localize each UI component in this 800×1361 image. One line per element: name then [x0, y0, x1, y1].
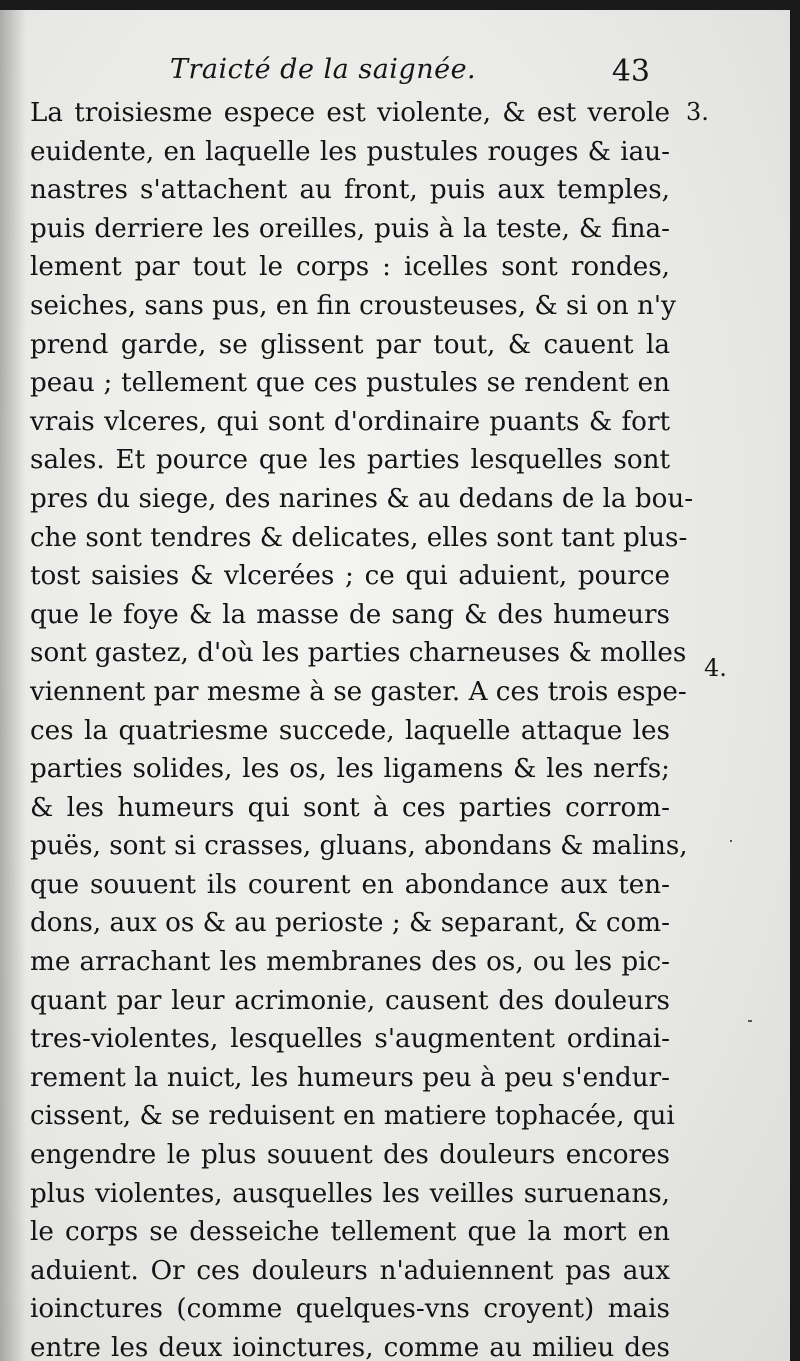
text-line: La troisiesme espece est violente, & est verole [30, 98, 670, 128]
text-line: viennent par mesme à se gaster. A ces trois espe- [30, 676, 687, 707]
text-line: lement par tout le corps : icelles sont rondes, [30, 252, 670, 283]
running-header [170, 50, 670, 96]
text-line: puës, sont si crasses, gluans, abondans & malins, [30, 831, 688, 862]
paper-speck [748, 1020, 752, 1022]
paper-speck [730, 840, 732, 842]
page-number: 43 [611, 54, 650, 89]
text-line: puis derriere les oreilles, puis à la teste, & fina- [30, 213, 670, 244]
margin-note-4: 4. [704, 654, 727, 682]
text-line: cissent, & se reduisent en matiere tophacée, qui [30, 1101, 675, 1132]
margin-note-3: 3. [686, 98, 709, 126]
text-line: tost saisies & vlcerées ; ce qui aduient, pource [30, 561, 670, 592]
text-line: le corps se desseiche tellement que la mort en [30, 1217, 670, 1248]
text-line: aduient. Or ces douleurs n'aduiennent pas aux [30, 1255, 670, 1286]
text-line: sales. Et pource que les parties lesquelles sont [30, 445, 670, 476]
text-line: rement la nuict, les humeurs peu à peu s'endur- [30, 1062, 670, 1093]
text-line: prend garde, se glissent par tout, & cauent la [30, 329, 670, 360]
text-line: peau ; tellement que ces pustules se rendent en [30, 368, 670, 399]
text-line: entre les deux ioinctures, comme au milieu des [30, 1333, 670, 1361]
text-line: engendre le plus souuent des douleurs encores [30, 1140, 670, 1171]
text-line: plus violentes, ausquelles les veilles suruenans, [30, 1178, 670, 1209]
running-title: Traicté de la saignée. [170, 54, 477, 85]
text-line: & les humeurs qui sont à ces parties corrom- [30, 792, 670, 823]
text-line: nastres s'attachent au front, puis aux temples, [30, 175, 670, 206]
text-line: vrais vlceres, qui sont d'ordinaire puants & fort [30, 406, 670, 437]
text-line: pres du siege, des narines & au dedans de la bou- [30, 483, 694, 514]
gutter-shadow [0, 10, 26, 1361]
text-line: que souuent ils courent en abondance aux ten- [30, 869, 670, 900]
text-line: euidente, en laquelle les pustules rouges & iau- [30, 136, 670, 167]
text-line: dons, aux os & au perioste ; & separant, & com- [30, 908, 670, 939]
text-line: che sont tendres & delicates, elles sont tant plus- [30, 522, 688, 553]
text-line: ioinctures (comme quelques-vns croyent) mais [30, 1294, 670, 1325]
text-line: ces la quatriesme succede, laquelle attaque les [30, 715, 670, 746]
text-line: seiches, sans pus, en fin crousteuses, & si on n'y [30, 290, 676, 321]
text-line: sont gastez, d'où les parties charneuses & molles [30, 638, 687, 669]
book-page [0, 10, 790, 1361]
body-text [30, 94, 694, 1361]
text-line: me arrachant les membranes des os, ou les pic- [30, 947, 670, 978]
text-line: tres-violentes, lesquelles s'augmentent ordinai- [30, 1024, 670, 1055]
text-line: quant par leur acrimonie, causent des douleurs [30, 985, 670, 1016]
text-line: que le foye & la masse de sang & des humeurs [30, 599, 670, 630]
text-line: parties solides, les os, les ligamens & les nerfs; [30, 754, 670, 785]
